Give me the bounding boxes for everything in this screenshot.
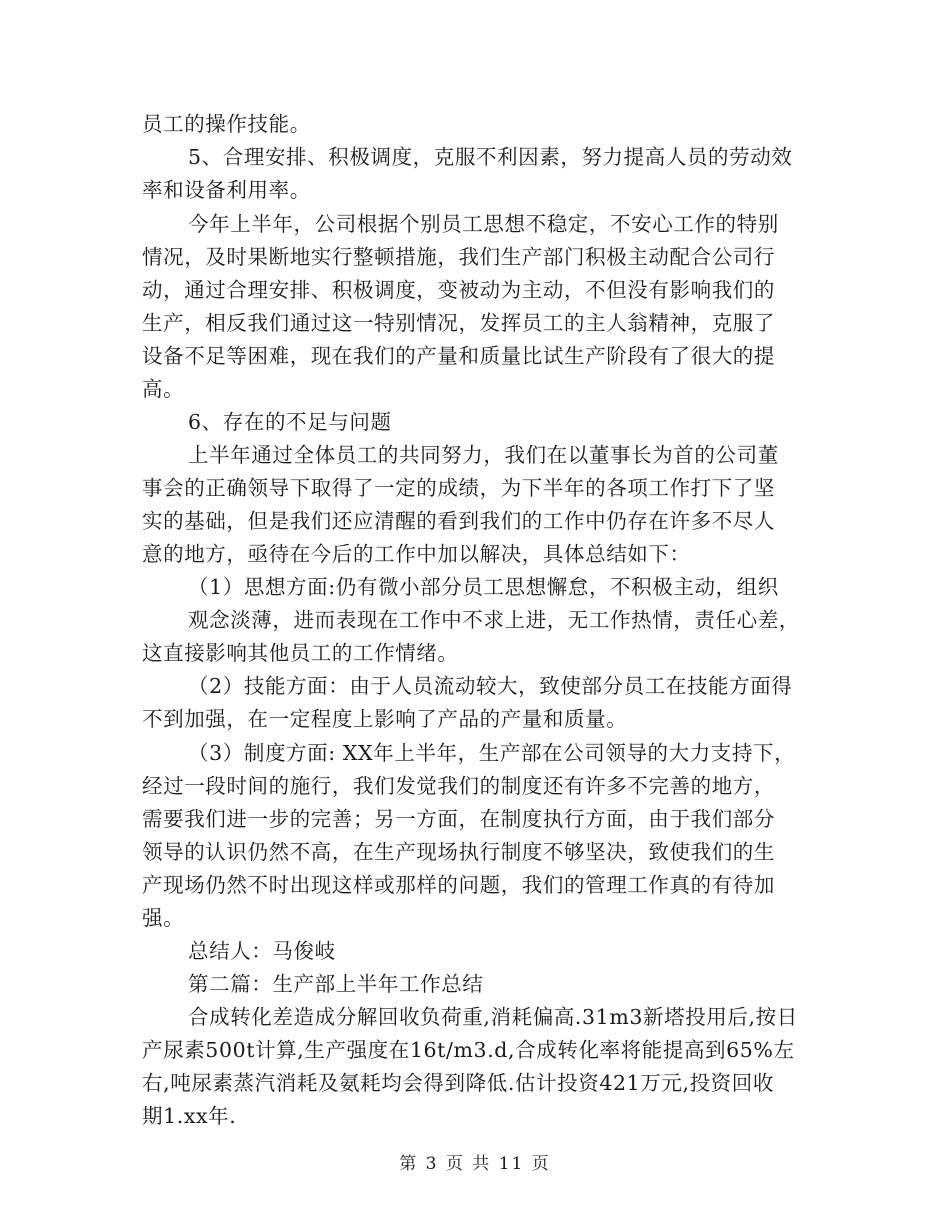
paragraph-line: 产现场仍然不时出现这样或那样的问题，我们的管理工作真的有待加 xyxy=(142,873,775,897)
page-number-footer: 第 3 页 共 11 页 xyxy=(399,1154,551,1174)
section-heading: 6、存在的不足与问题 xyxy=(188,410,392,434)
paragraph-line: 高。 xyxy=(142,377,185,401)
paragraph-line: 观念淡薄，进而表现在工作中不求上进，无工作热情，责任心差， xyxy=(188,608,800,632)
paragraph-line: 不到加强，在一定程度上影响了产品的产量和质量。 xyxy=(142,707,628,731)
paragraph-line: 领导的认识仍然不高，在生产现场执行制度不够坚决，致使我们的生 xyxy=(142,840,775,864)
paragraph-line: （2）技能方面：由于人员流动较大，致使部分员工在技能方面得 xyxy=(188,674,793,698)
paragraph-line: （1）思想方面:仍有微小部分员工思想懈怠，不积极主动，组织 xyxy=(188,575,779,599)
paragraph-line: （3）制度方面: XX年上半年，生产部在公司领导的大力支持下， xyxy=(188,741,796,765)
paragraph-line: 5、合理安排、积极调度，克服不利因素，努力提高人员的劳动效 xyxy=(188,145,793,169)
paragraph-line: 实的基础，但是我们还应清醒的看到我们的工作中仍存在许多不尽人 xyxy=(142,509,775,533)
paragraph-line: 右,吨尿素蒸汽消耗及氨耗均会得到降低.估计投资421万元,投资回收 xyxy=(142,1071,774,1095)
paragraph-line: 设备不足等困难，现在我们的产量和质量比试生产阶段有了很大的提 xyxy=(142,344,775,368)
paragraph-line: 生产，相反我们通过这一特别情况，发挥员工的主人翁精神，克服了 xyxy=(142,311,775,335)
paragraph-line: 员工的操作技能。 xyxy=(142,112,311,136)
paragraph-line: 需要我们进一步的完善；另一方面，在制度执行方面，由于我们部分 xyxy=(142,807,775,831)
paragraph-line: 率和设备利用率。 xyxy=(142,178,311,202)
paragraph-line: 这直接影响其他员工的工作情绪。 xyxy=(142,641,459,665)
paragraph-line: 情况，及时果断地实行整顿措施，我们生产部门积极主动配合公司行 xyxy=(142,245,775,269)
section-heading: 第二篇：生产部上半年工作总结 xyxy=(188,972,484,996)
paragraph-line: 产尿素500t计算,生产强度在16t/m3.d,合成转化率将能提高到65%左 xyxy=(142,1038,795,1062)
paragraph-line: 今年上半年，公司根据个别员工思想不稳定，不安心工作的特别 xyxy=(188,212,779,236)
author-line: 总结人：马俊岐 xyxy=(188,939,336,963)
paragraph-line: 动，通过合理安排、积极调度，变被动为主动，不但没有影响我们的 xyxy=(142,278,775,302)
paragraph-line: 强。 xyxy=(142,906,185,930)
paragraph-line: 经过一段时间的施行，我们发觉我们的制度还有许多不完善的地方， xyxy=(142,774,775,798)
paragraph-line: 事会的正确领导下取得了一定的成绩，为下半年的各项工作打下了坚 xyxy=(142,476,775,500)
paragraph-line: 期1.xx年. xyxy=(142,1104,237,1128)
paragraph-line: 合成转化差造成分解回收负荷重,消耗偏高.31m3新塔投用后,按日 xyxy=(188,1005,798,1029)
paragraph-line: 上半年通过全体员工的共同努力，我们在以董事长为首的公司董 xyxy=(188,443,779,467)
paragraph-line: 意的地方，亟待在今后的工作中加以解决，具体总结如下： xyxy=(142,542,691,566)
